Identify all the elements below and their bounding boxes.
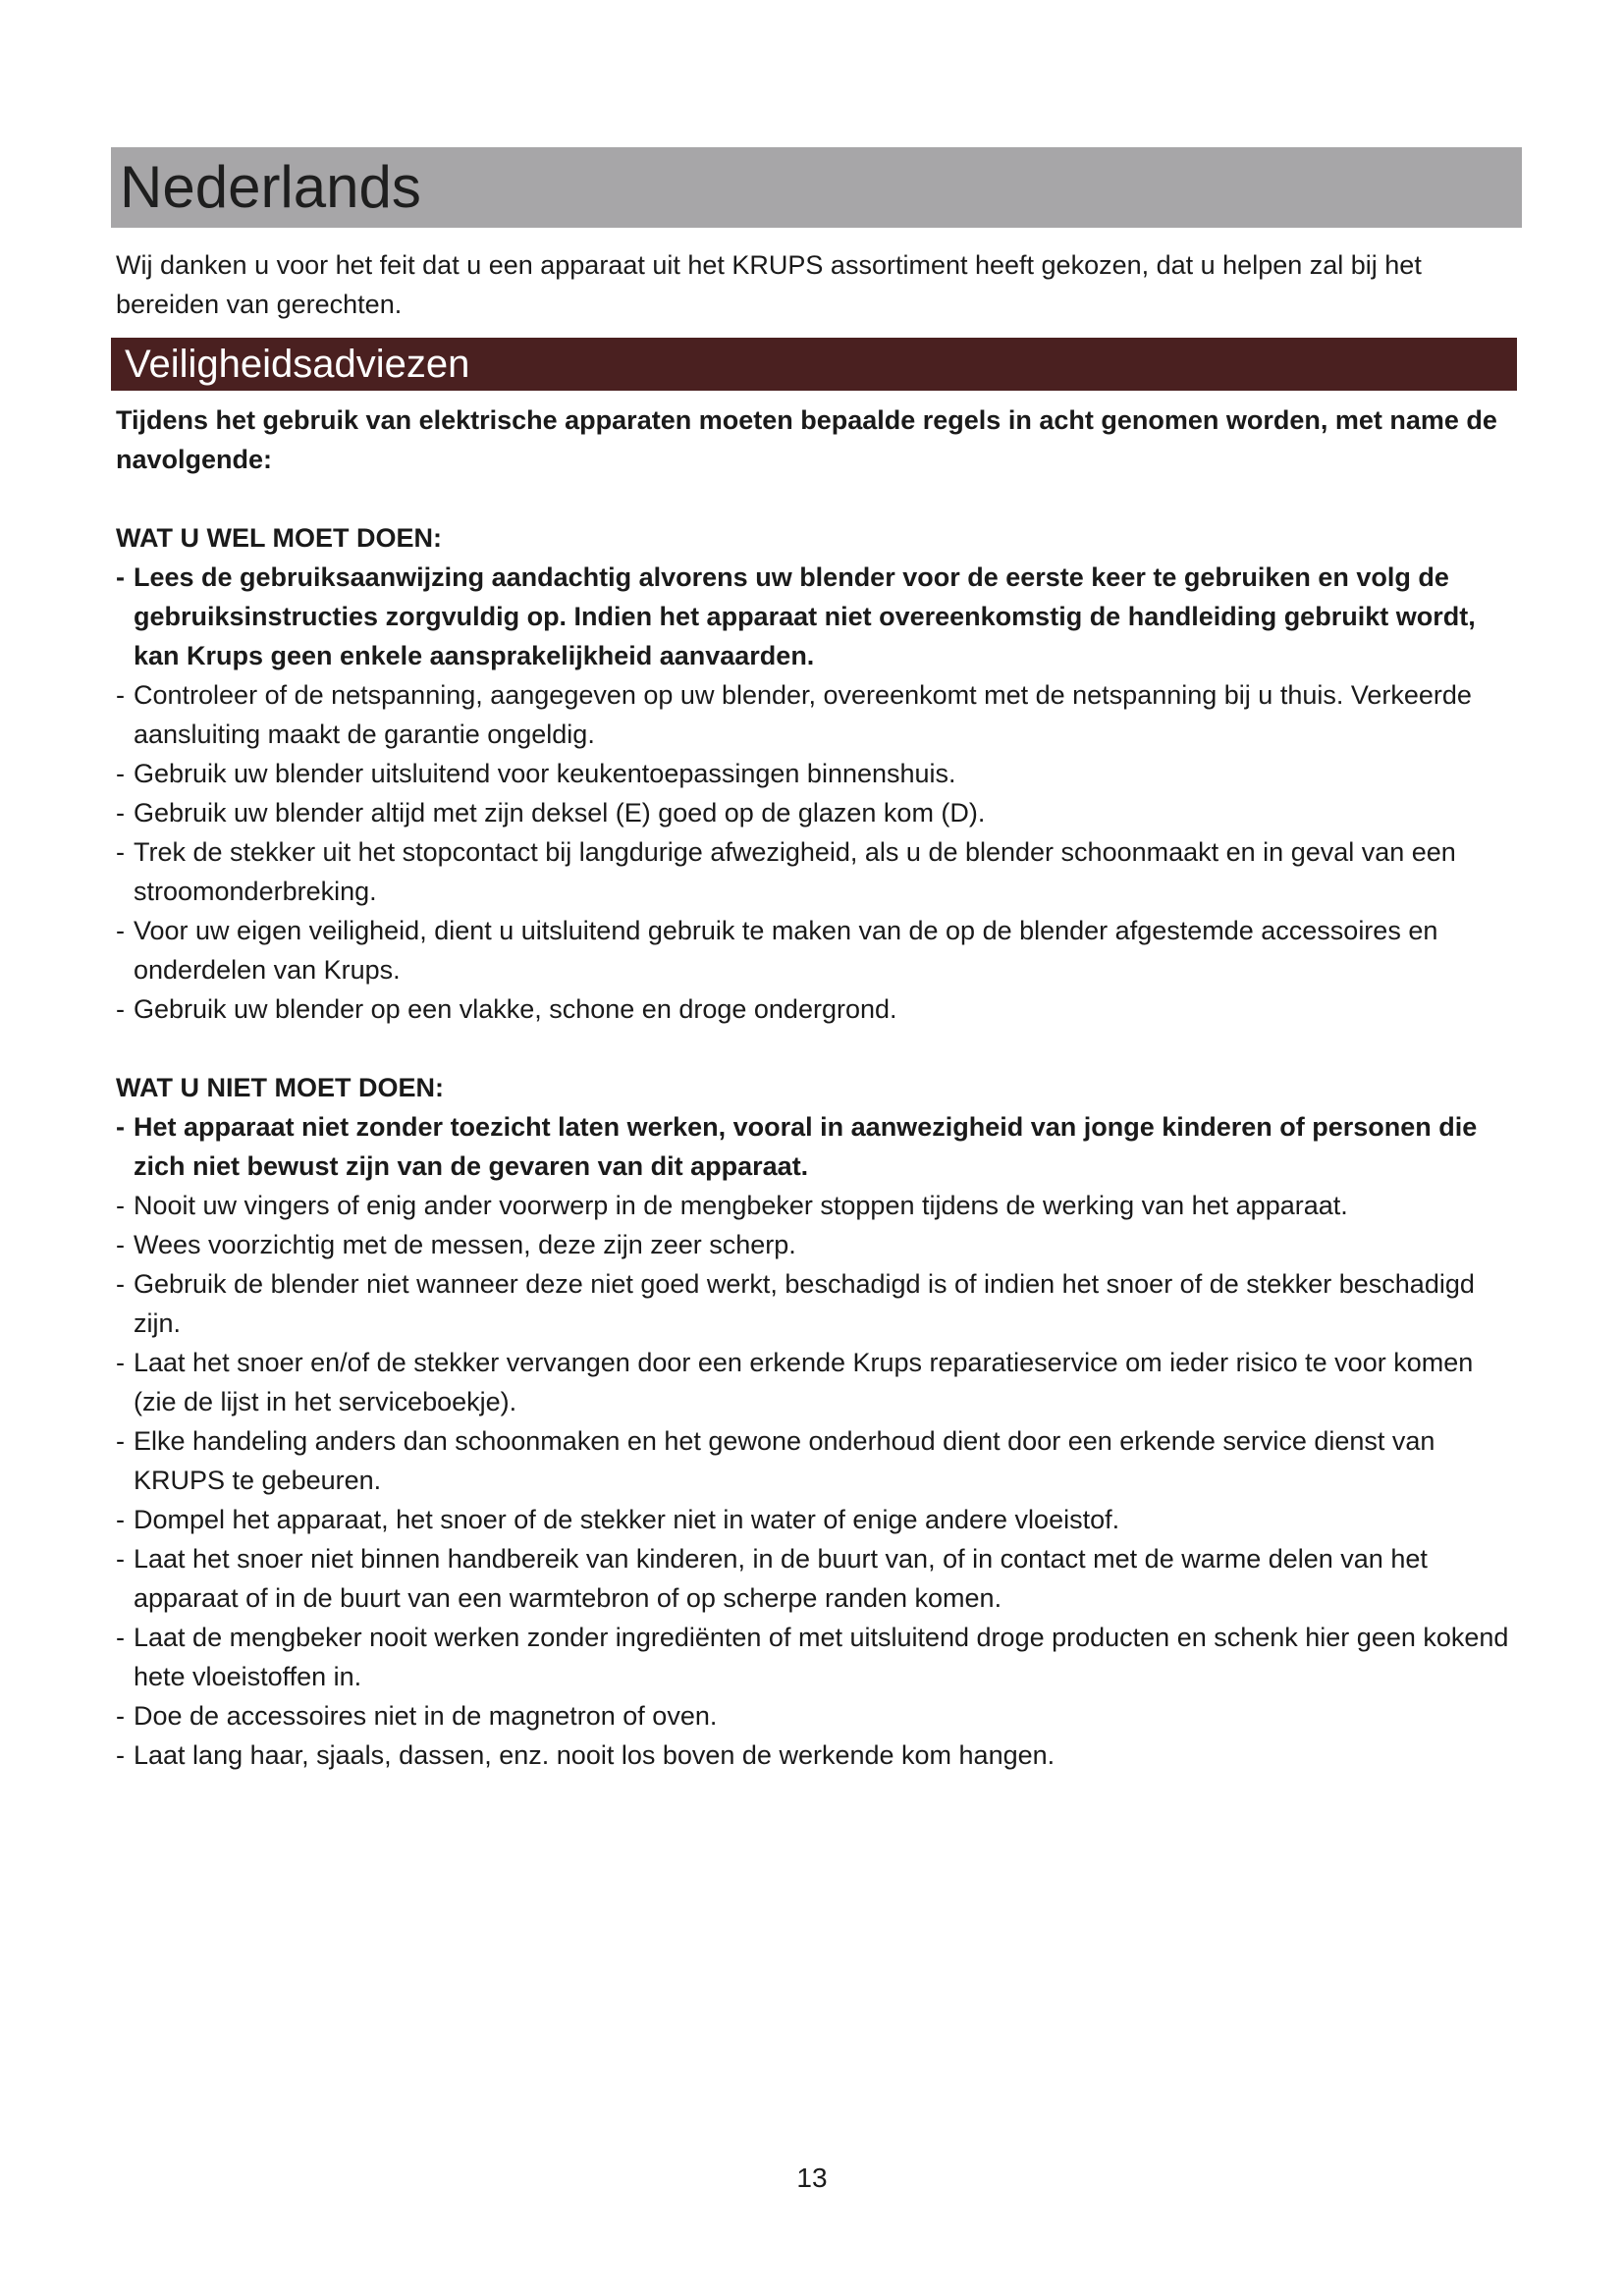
- do-list-item: - Controleer of de netspanning, aangegeven op uw blender, overeenkomt met de netspanning bij u thuis. Verkeerde aansluiting maakt de garantie ongeldig.: [116, 675, 1515, 754]
- dont-list-item: - Laat het snoer en/of de stekker vervangen door een erkende Krups reparatieservice om ieder risico te voor komen (zie de lijst in het serviceboekje).: [116, 1343, 1515, 1421]
- dont-list-item: - Het apparaat niet zonder toezicht laten werken, vooral in aanwezigheid van jonge kinderen of personen die zich niet bewust zijn van de gevaren van dit apparaat.: [116, 1107, 1515, 1186]
- do-list-item: - Trek de stekker uit het stopcontact bij langdurige afwezigheid, als u de blender schoonmaakt en in geval van een stroomonderbreking.: [116, 832, 1515, 911]
- intro-paragraph: Wij danken u voor het feit dat u een apparaat uit het KRUPS assortiment heeft gekozen, dat u helpen zal bij het bereiden van gerechten.: [116, 250, 1422, 319]
- dont-list-item: - Laat lang haar, sjaals, dassen, enz. nooit los boven de werkende kom hangen.: [116, 1735, 1515, 1775]
- do-list-item: - Gebruik uw blender op een vlakke, schone en droge ondergrond.: [116, 989, 1515, 1029]
- dont-list-item: - Gebruik de blender niet wanneer deze niet goed werkt, beschadigd is of indien het snoer of de stekker beschadigd zijn.: [116, 1264, 1515, 1343]
- dont-list-item: - Dompel het apparaat, het snoer of de stekker niet in water of enige andere vloeistof.: [116, 1500, 1515, 1539]
- language-header-band: [111, 147, 1522, 228]
- dont-list-item: - Wees voorzichtig met de messen, deze zijn zeer scherp.: [116, 1225, 1515, 1264]
- page-number: 13: [796, 2163, 828, 2193]
- do-list: [116, 558, 1515, 1029]
- section-header-bar: [111, 338, 1517, 391]
- dont-list-item: - Nooit uw vingers of enig ander voorwerp in de mengbeker stoppen tijdens de werking van het apparaat.: [116, 1186, 1515, 1225]
- language-title: Nederlands: [120, 154, 421, 220]
- dont-list-item: - Doe de accessoires niet in de magnetron of oven.: [116, 1696, 1515, 1735]
- do-list-item: - Gebruik uw blender uitsluitend voor keukentoepassingen binnenshuis.: [116, 754, 1515, 793]
- dont-list-item: - Laat de mengbeker nooit werken zonder ingrediënten of met uitsluitend droge producten en schenk hier geen kokend hete vloeistoffen in.: [116, 1618, 1515, 1696]
- do-list-item: - Voor uw eigen veiligheid, dient u uitsluitend gebruik te maken van de op de blender afgestemde accessoires en onderdelen van Krups.: [116, 911, 1515, 989]
- page-content: [116, 245, 1515, 1775]
- section-title: Veiligheidsadviezen: [125, 343, 470, 386]
- dont-list: [116, 1107, 1515, 1775]
- dont-list-item: - Laat het snoer niet binnen handbereik van kinderen, in de buurt van, of in contact met de warme delen van het apparaat of in de buurt van een warmtebron of op scherpe randen komen.: [116, 1539, 1515, 1618]
- dont-heading: WAT U NIET MOET DOEN:: [116, 1073, 444, 1102]
- dont-list-item: - Elke handeling anders dan schoonmaken en het gewone onderhoud dient door een erkende service dienst van KRUPS te gebeuren.: [116, 1421, 1515, 1500]
- do-list-item: - Gebruik uw blender altijd met zijn deksel (E) goed op de glazen kom (D).: [116, 793, 1515, 832]
- do-list-item: - Lees de gebruiksaanwijzing aandachtig alvorens uw blender voor de eerste keer te gebruiken en volg de gebruiksinstructies zorgvuldig op. Indien het apparaat niet overeenkomstig de handleiding gebruikt wordt, kan Krups geen enkele aansprakelijkheid aanvaarden.: [116, 558, 1515, 675]
- do-heading: WAT U WEL MOET DOEN:: [116, 523, 442, 553]
- safety-lead-paragraph: Tijdens het gebruik van elektrische apparaten moeten bepaalde regels in acht genomen worden, met name de navolgende:: [116, 405, 1497, 474]
